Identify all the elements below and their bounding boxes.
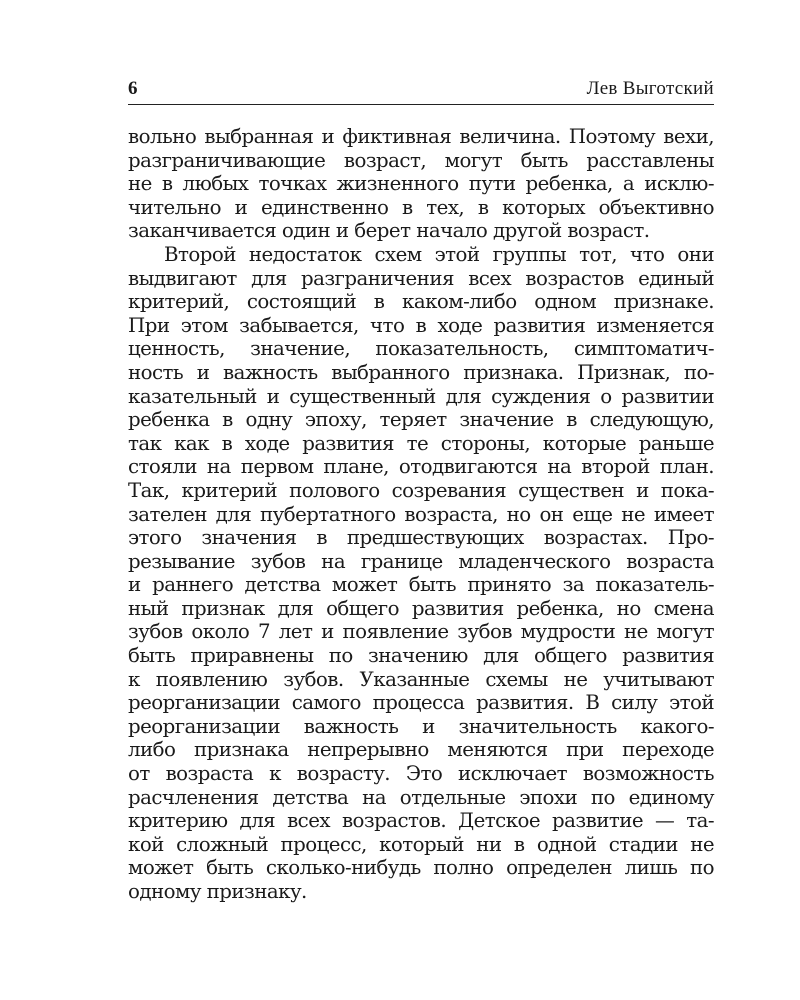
- text-line: может быть сколько-нибудь полно определен лишь по: [128, 856, 714, 880]
- text-line: одному признаку.: [128, 880, 307, 903]
- text-line: ный признак для общего развития ребенка, но смена: [128, 596, 714, 620]
- text-line: от возраста к возрасту. Это исключает возможность: [128, 762, 714, 786]
- text-line: кой сложный процесс, который ни в одной стадии не: [128, 832, 714, 856]
- text-line: резывание зубов на границе младенческого возраста: [128, 549, 714, 573]
- book-page: [128, 78, 714, 904]
- text-line: критерию для всех возрастов. Детское развитие — та-: [128, 809, 714, 833]
- text-line: заканчивается один и берет начало другой возраст.: [128, 219, 650, 243]
- text-line: разграничивающие возраст, могут быть расставлены: [128, 148, 714, 172]
- text-line: выдвигают для разграничения всех возрастов единый: [128, 266, 714, 290]
- text-line: ность и важность выбранного признака. Признак, по-: [128, 360, 714, 384]
- text-line: Так, критерий полового созревания существен и пока-: [128, 478, 714, 502]
- text-line: быть приравнены по значению для общего развития: [128, 644, 714, 668]
- text-line: так как в ходе развития те стороны, которые раньше: [128, 431, 714, 455]
- text-line: При этом забывается, что в ходе развития изменяется: [128, 313, 714, 337]
- text-line: вольно выбранная и фиктивная величина. Поэтому вехи,: [128, 125, 714, 148]
- running-head-author: Лев Выготский: [586, 78, 714, 99]
- text-line: к появлению зубов. Указанные схемы не учитывают: [128, 667, 714, 691]
- page-header: [128, 78, 714, 105]
- body-text: [128, 125, 714, 904]
- text-line: стояли на первом плане, отодвигаются на второй план.: [128, 455, 714, 479]
- text-line: этого значения в предшествующих возрастах. Про-: [128, 526, 714, 550]
- text-line: чительно и единственно в тех, в которых объективно: [128, 195, 714, 219]
- page-number: 6: [128, 78, 138, 99]
- text-line: ребенка в одну эпоху, теряет значение в следующую,: [128, 408, 714, 432]
- text-line: и раннего детства может быть принято за показатель-: [128, 573, 714, 597]
- text-line: критерий, состоящий в каком-либо одном признаке.: [128, 290, 714, 314]
- text-line: Второй недостаток схем этой группы тот, что они: [164, 242, 714, 266]
- text-line: либо признака непрерывно меняются при переходе: [128, 738, 714, 762]
- text-line: расчленения детства на отдельные эпохи по единому: [128, 785, 714, 809]
- text-line: ценность, значение, показательность, симптоматич-: [128, 337, 714, 361]
- text-line: казательный и существенный для суждения о развитии: [128, 384, 714, 408]
- text-line: реорганизации самого процесса развития. В силу этой: [128, 691, 714, 715]
- text-line: реорганизации важность и значительность какого-: [128, 714, 714, 738]
- text-line: не в любых точках жизненного пути ребенка, а исклю-: [128, 172, 714, 196]
- text-line: зателен для пубертатного возраста, но он еще не имеет: [128, 502, 714, 526]
- text-line: зубов около 7 лет и появление зубов мудрости не могут: [128, 620, 714, 644]
